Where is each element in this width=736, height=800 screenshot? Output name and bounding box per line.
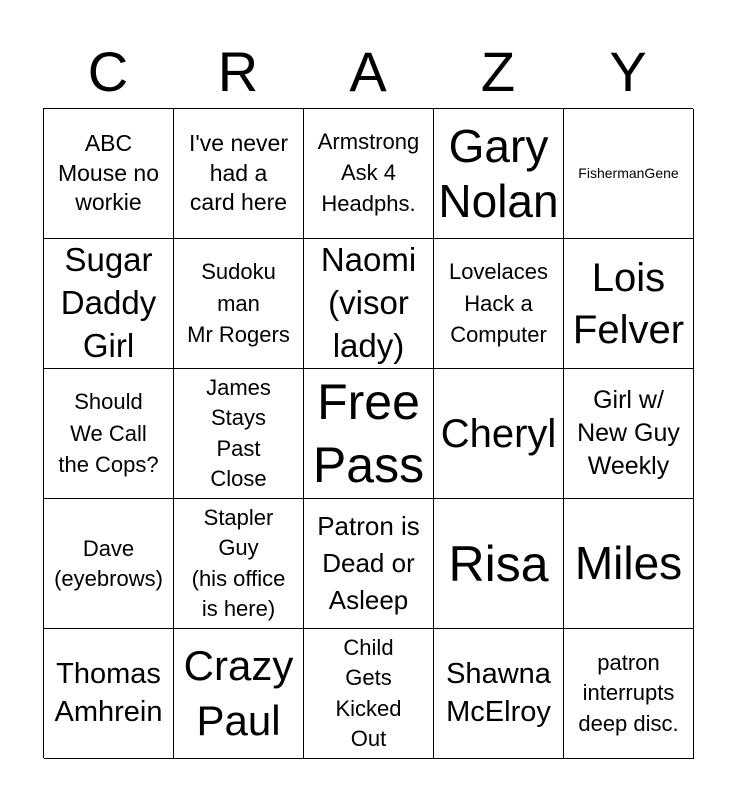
bingo-cell[interactable] bbox=[434, 499, 564, 629]
bingo-header bbox=[43, 36, 693, 108]
header-letter-c: C bbox=[87, 40, 129, 103]
bingo-board bbox=[43, 108, 693, 758]
bingo-cell-label: Gary Nolan bbox=[438, 120, 559, 227]
bingo-cell-label: Crazy Paul bbox=[183, 641, 294, 744]
bingo-cell[interactable] bbox=[564, 239, 694, 369]
bingo-cell[interactable] bbox=[434, 629, 564, 759]
bingo-cell[interactable] bbox=[44, 369, 174, 499]
bingo-cell[interactable] bbox=[44, 629, 174, 759]
bingo-cell-label: Lois Felver bbox=[572, 255, 685, 352]
bingo-cell-label: Shawna McElroy bbox=[446, 657, 551, 728]
bingo-cell-label: Naomi (visor lady) bbox=[320, 241, 417, 364]
header-letter-y: Y bbox=[609, 40, 647, 103]
bingo-cell[interactable] bbox=[44, 499, 174, 629]
bingo-cell[interactable] bbox=[304, 499, 434, 629]
header-letter-z: Z bbox=[480, 40, 516, 103]
header-letter-a: A bbox=[349, 40, 387, 103]
bingo-cell-label: Lovelaces Hack a Computer bbox=[448, 258, 549, 348]
bingo-cell-label: Risa bbox=[448, 535, 549, 592]
bingo-cell-label: Armstrong Ask 4 Headphs. bbox=[317, 129, 420, 216]
header-letter-r: R bbox=[217, 40, 259, 103]
bingo-cell-label: FishermanGene bbox=[578, 164, 679, 181]
bingo-cell-label: patron interrupts deep disc. bbox=[578, 649, 679, 736]
bingo-cell-label: ABC Mouse no workie bbox=[57, 129, 159, 216]
bingo-cell[interactable] bbox=[564, 629, 694, 759]
bingo-cell-label: Girl w/ New Guy Weekly bbox=[577, 386, 680, 480]
bingo-cell-label: Miles bbox=[574, 536, 683, 589]
bingo-cell[interactable] bbox=[304, 239, 434, 369]
bingo-cell[interactable] bbox=[564, 369, 694, 499]
bingo-cell[interactable] bbox=[44, 239, 174, 369]
bingo-cell-label: Sugar Daddy Girl bbox=[60, 241, 157, 364]
bingo-cell-label: Dave (eyebrows) bbox=[54, 535, 163, 591]
bingo-cell-label: I've never had a card here bbox=[189, 129, 288, 216]
bingo-cell[interactable] bbox=[434, 239, 564, 369]
bingo-cell-label: Free Pass bbox=[312, 374, 425, 493]
bingo-cell-label: Sudoku man Mr Rogers bbox=[187, 258, 290, 348]
bingo-cell[interactable] bbox=[174, 239, 304, 369]
bingo-cell[interactable] bbox=[304, 369, 434, 499]
bingo-cell[interactable] bbox=[174, 369, 304, 499]
bingo-cell[interactable] bbox=[174, 629, 304, 759]
bingo-cell-label: Child Gets Kicked Out bbox=[335, 634, 402, 751]
bingo-cell-label: Patron is Dead or Asleep bbox=[317, 511, 420, 615]
bingo-cell-label: Cheryl bbox=[440, 411, 557, 456]
bingo-cell[interactable] bbox=[434, 369, 564, 499]
bingo-cell[interactable] bbox=[44, 109, 174, 239]
bingo-cell[interactable] bbox=[564, 499, 694, 629]
bingo-cell[interactable] bbox=[304, 629, 434, 759]
bingo-cell[interactable] bbox=[434, 109, 564, 239]
bingo-cell[interactable] bbox=[174, 499, 304, 629]
bingo-cell-label: Thomas Amhrein bbox=[54, 657, 163, 728]
bingo-cell-label: James Stays Past Close bbox=[206, 374, 271, 491]
bingo-cell-label: Stapler Guy (his office is here) bbox=[191, 504, 286, 621]
bingo-cell[interactable] bbox=[564, 109, 694, 239]
bingo-cell-label: Should We Call the Cops? bbox=[58, 388, 159, 478]
bingo-cell[interactable] bbox=[174, 109, 304, 239]
bingo-cell[interactable] bbox=[304, 109, 434, 239]
